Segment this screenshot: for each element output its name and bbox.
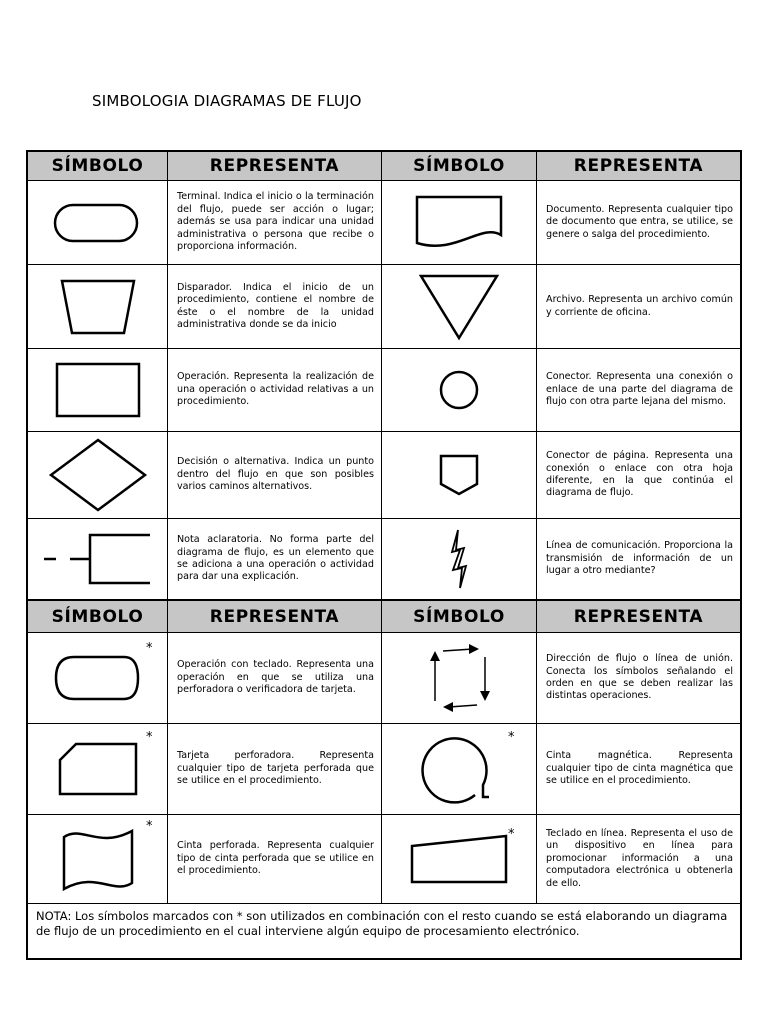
symbol-description: Nota aclaratoria. No forma parte del diagrama de flujo, es un elemento que se adiciona a una operación o actividad para dar una explicación.: [177, 534, 374, 583]
symbol-description: Archivo. Representa un archivo común y corriente de oficina.: [546, 294, 733, 318]
communication-line-icon: [444, 528, 474, 590]
archive-icon: [417, 272, 501, 342]
symbol-description: Tarjeta perforadora. Representa cualquier tipo de tarjeta perforada que se utilice en el procedimiento.: [177, 750, 374, 787]
keyboard-operation-icon: [52, 653, 144, 703]
trigger-icon: [58, 277, 138, 337]
magnetic-tape-icon: [421, 733, 497, 805]
header-simbolo: SÍMBOLO: [382, 152, 537, 180]
table-row: [28, 181, 740, 264]
punched-card-icon: [56, 740, 140, 798]
star-marker: *: [508, 730, 515, 745]
header-simbolo: SÍMBOLO: [382, 601, 537, 632]
page-title: SIMBOLOGIA DIAGRAMAS DE FLUJO: [92, 92, 362, 110]
star-marker: *: [146, 819, 153, 834]
table-row: [28, 815, 740, 903]
symbol-description: Terminal. Indica el inicio o la terminación del flujo, puede ser acción o lugar; además se usa para indicar una unidad administrativa o persona que recibe o proporciona información.: [177, 191, 374, 253]
table-row: [28, 633, 740, 723]
symbol-description: Cinta magnética. Representa cualquier tipo de cinta magnética que se utilice en el procedimiento.: [546, 750, 733, 787]
symbol-description: Conector. Representa una conexión o enlace de una parte del diagrama de flujo con otra parte lejana del mismo.: [546, 371, 733, 408]
document-icon: [411, 193, 507, 253]
symbol-description: Operación con teclado. Representa una operación en que se utiliza una perforadora o verificadora de tarjeta.: [177, 659, 374, 696]
star-marker: *: [146, 641, 153, 656]
table-row: [28, 432, 740, 518]
page-connector-icon: [437, 452, 481, 498]
symbol-description: Línea de comunicación. Proporciona la transmisión de información de un lugar a otro mediante?: [546, 540, 733, 577]
symbol-table: [26, 150, 742, 960]
decision-icon: [48, 437, 148, 513]
symbol-description: Teclado en línea. Representa el uso de un dispositivo en línea para promocionar información a una computadora electrónica u obtenerla de ello.: [546, 827, 733, 889]
star-marker: *: [146, 730, 153, 745]
table-row: [28, 724, 740, 814]
table-row: [28, 519, 740, 599]
terminal-icon: [53, 201, 143, 245]
header-representa: REPRESENTA: [168, 152, 382, 180]
header-representa: REPRESENTA: [573, 606, 704, 627]
connector-icon: [437, 368, 481, 412]
annotation-icon: [38, 529, 158, 589]
symbol-description: Conector de página. Representa una conexión o enlace con otra hoja diferente, en la que continúa el diagrama de flujo.: [546, 450, 733, 499]
header-representa: REPRESENTA: [573, 156, 704, 176]
table-header: [28, 152, 740, 180]
symbol-cell: [28, 181, 168, 264]
flow-direction-icon: [421, 643, 497, 713]
operation-icon: [54, 361, 142, 419]
header-representa: REPRESENTA: [168, 601, 382, 632]
table-row: [28, 349, 740, 431]
table-header: [28, 601, 740, 632]
footnote: NOTA: Los símbolos marcados con * son utilizados en combinación con el resto cuando se está elaborando un diagrama de flujo de un procedimiento en el cual interviene algún equipo de procesamiento electrónico.: [36, 909, 728, 938]
symbol-description: Documento. Representa cualquier tipo de documento que entra, se utilice, se genere o salga del procedimiento.: [546, 203, 733, 240]
table-row: [28, 265, 740, 348]
symbol-description: Cinta perforada. Representa cualquier tipo de cinta perforada que se utilice en el procedimiento.: [177, 840, 374, 877]
symbol-description: Disparador. Indica el inicio de un procedimiento, contiene el nombre de éste o el nombre de la unidad administrativa donde se da inicio: [177, 281, 374, 330]
header-simbolo: SÍMBOLO: [28, 601, 168, 632]
online-keyboard-icon: [406, 832, 512, 886]
symbol-description: Operación. Representa la realización de una operación o actividad relativas a un procedimiento.: [177, 371, 374, 408]
header-simbolo: SÍMBOLO: [28, 152, 168, 180]
punched-tape-icon: [58, 823, 138, 895]
star-marker: *: [508, 827, 515, 842]
symbol-description: Dirección de flujo o línea de unión. Conecta los símbolos señalando el orden en que se deben realizar las distintas operaciones.: [546, 653, 733, 702]
symbol-description: Decisión o alternativa. Indica un punto dentro del flujo en que son posibles varios caminos alternativos.: [177, 456, 374, 493]
